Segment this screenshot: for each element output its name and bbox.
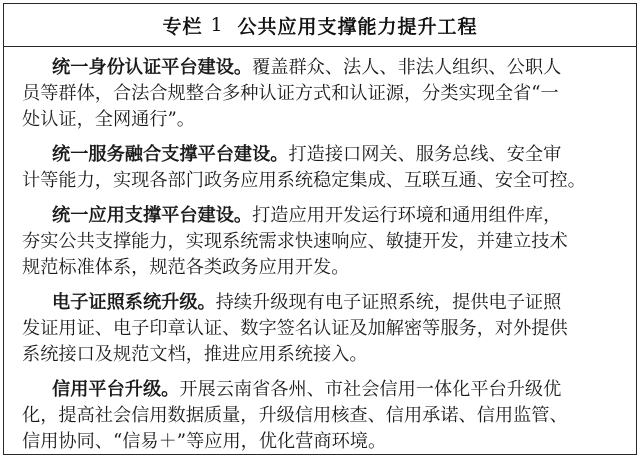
section-text: 开展云南省各州、市社会信用一体化平台升级优 [179, 379, 562, 400]
section-heading: 统一身份认证平台建设。 [52, 57, 253, 78]
section-text: 打造应用开发运行环境和通用组件库， [252, 205, 562, 226]
section-heading: 信用平台升级。 [52, 379, 180, 400]
section-heading: 统一应用支撑平台建设。 [52, 205, 253, 226]
paragraph-line: 化，提高社会信用数据质量，升级信用核查、信用承诺、信用监管、 [22, 405, 568, 426]
column-label: 专栏 [162, 15, 203, 38]
column-content [4, 46, 636, 454]
paragraph-line: 夯实公共支撑能力，实现系统需求快速响应、敏捷开发，并建立技术 [22, 231, 568, 252]
paragraph-line: 发证用证、电子印章认证、数字签名认证及加解密等服务，对外提供 [22, 318, 568, 339]
section-text: 覆盖群众、法人、非法人组织、公职人 [252, 57, 562, 78]
paragraph-line [52, 142, 622, 168]
paragraph-line: 系统接口及规范文档，推进应用系统接入。 [22, 344, 368, 365]
paragraph-line [52, 290, 622, 316]
column-box [3, 3, 637, 455]
column-number: 1 [210, 14, 224, 36]
section-heading: 统一服务融合支撑平台建设。 [52, 144, 289, 165]
column-header [4, 4, 636, 47]
section-heading: 电子证照系统升级。 [52, 292, 216, 313]
paragraph-line: 信用协同、“信易＋”等应用，优化营商环境。 [22, 431, 387, 452]
paragraph-line: 员等群体，合法合规整合多种认证方式和认证源，分类实现全省“一 [22, 83, 559, 104]
paragraph-line [52, 55, 622, 81]
paragraph-line: 处认证，全网通行”。 [22, 109, 195, 130]
paragraph-line: 规范标准体系，规范各类政务应用开发。 [22, 257, 350, 278]
paragraph-line [52, 377, 622, 403]
section-text: 持续升级现有电子证照系统，提供电子证照 [215, 292, 562, 313]
paragraph-line: 计等能力，实现各部门政务应用系统稳定集成、互联互通、安全可控。 [22, 170, 586, 191]
column-title: 公共应用支撑能力提升工程 [237, 15, 478, 38]
paragraph-line [52, 203, 622, 229]
section-text: 打造接口网关、服务总线、安全审 [288, 144, 562, 165]
